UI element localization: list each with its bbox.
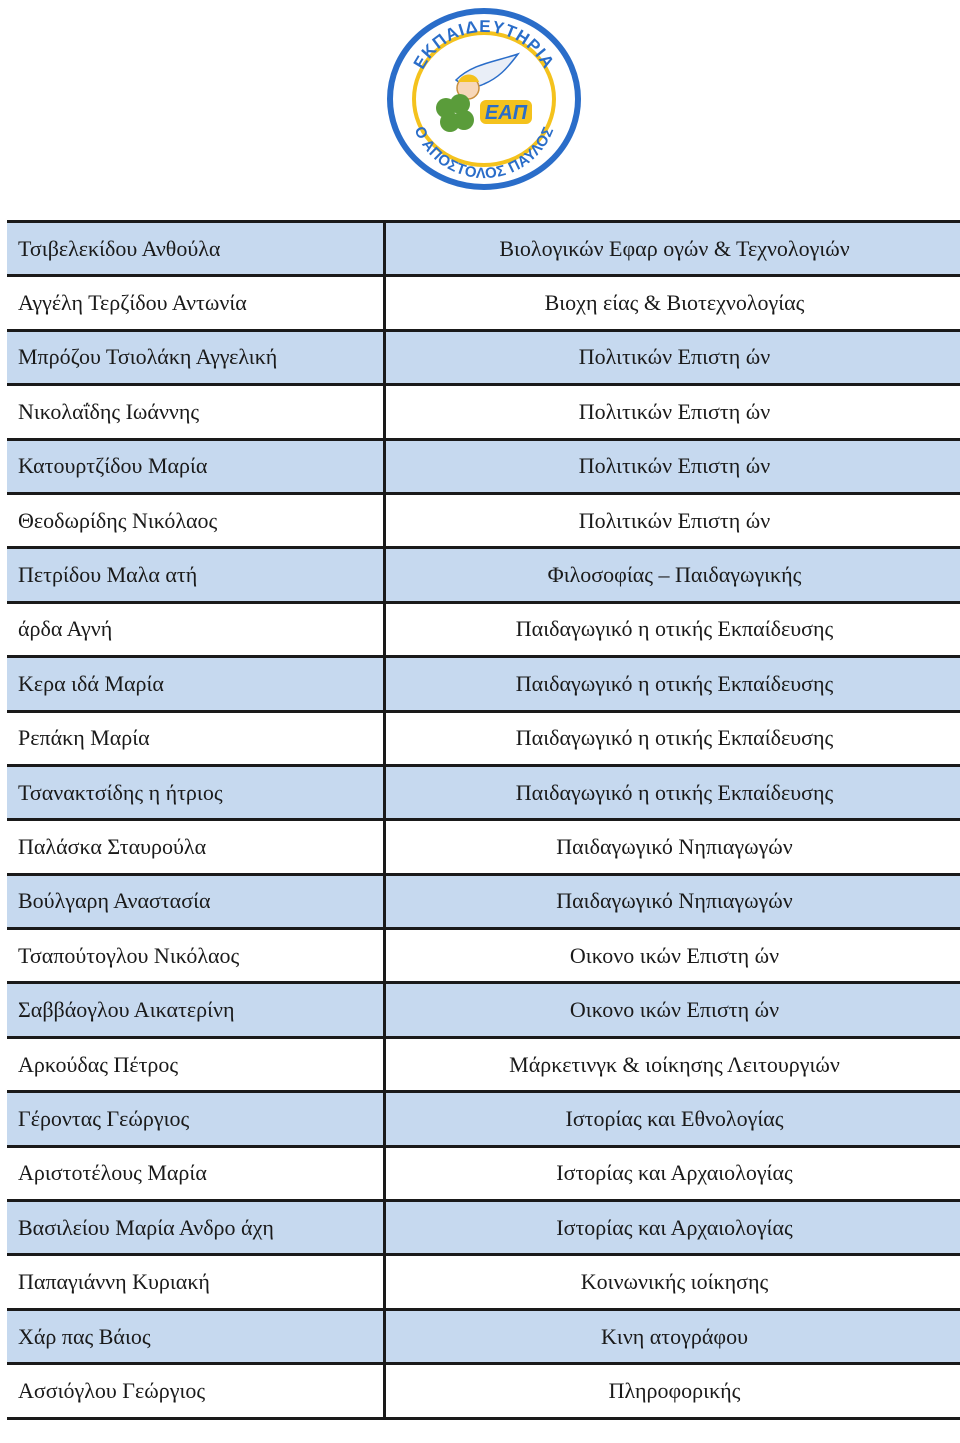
department-cell: Παιδαγωγικό η οτικής Εκπαίδευσης bbox=[385, 602, 960, 656]
table-row bbox=[7, 1037, 960, 1091]
table-row bbox=[7, 1201, 960, 1255]
department-cell: Κινη ατογράφου bbox=[385, 1309, 960, 1363]
results-table bbox=[7, 220, 960, 1420]
table-row bbox=[7, 1255, 960, 1309]
department-cell: Πληροφορικής bbox=[385, 1364, 960, 1418]
table-row bbox=[7, 1146, 960, 1200]
table-row bbox=[7, 602, 960, 656]
department-cell: Πολιτικών Επιστη ών bbox=[385, 330, 960, 384]
logo-badge-text: ΕΑΠ bbox=[484, 102, 528, 124]
department-cell: Ιστορίας και Εθνολογίας bbox=[385, 1092, 960, 1146]
table-row bbox=[7, 330, 960, 384]
person-name-cell: Ασσιόγλου Γεώργιος bbox=[7, 1364, 385, 1418]
table-row bbox=[7, 765, 960, 819]
table-row bbox=[7, 657, 960, 711]
person-name-cell: Αγγέλη Τερζίδου Αντωνία bbox=[7, 276, 385, 330]
table-row bbox=[7, 439, 960, 493]
person-name-cell: Τσαπούτογλου Νικόλαος bbox=[7, 929, 385, 983]
table-row bbox=[7, 711, 960, 765]
department-cell: Παιδαγωγικό Νηπιαγωγών bbox=[385, 820, 960, 874]
person-name-cell: Χάρ πας Βάιος bbox=[7, 1309, 385, 1363]
person-name-cell: Τσιβελεκίδου Ανθούλα bbox=[7, 222, 385, 276]
person-name-cell: Παπαγιάννη Κυριακή bbox=[7, 1255, 385, 1309]
table-row bbox=[7, 276, 960, 330]
person-name-cell: Ρεπάκη Μαρία bbox=[7, 711, 385, 765]
person-name-cell: Κερα ιδά Μαρία bbox=[7, 657, 385, 711]
table-body bbox=[7, 222, 960, 1419]
department-cell: Κοινωνικής ιοίκησης bbox=[385, 1255, 960, 1309]
person-name-cell: Βασιλείου Μαρία Ανδρο άχη bbox=[7, 1201, 385, 1255]
department-cell: Παιδαγωγικό η οτικής Εκπαίδευσης bbox=[385, 765, 960, 819]
table-row bbox=[7, 222, 960, 276]
logo-lower-text: Ο ΑΠΟΣΤΟΛΟΣ ΠΑΥΛΟΣ bbox=[410, 123, 558, 183]
department-cell: Παιδαγωγικό Νηπιαγωγών bbox=[385, 874, 960, 928]
person-name-cell: Θεοδωρίδης Νικόλαος bbox=[7, 493, 385, 547]
person-name-cell: Κατουρτζίδου Μαρία bbox=[7, 439, 385, 493]
table-row bbox=[7, 874, 960, 928]
department-cell: Βιολογικών Εφαρ ογών & Τεχνολογιών bbox=[385, 222, 960, 276]
table-row bbox=[7, 929, 960, 983]
department-cell: Παιδαγωγικό η οτικής Εκπαίδευσης bbox=[385, 657, 960, 711]
department-cell: Βιοχη είας & Βιοτεχνολογίας bbox=[385, 276, 960, 330]
person-name-cell: Μπρόζου Τσιολάκη Αγγελική bbox=[7, 330, 385, 384]
person-name-cell: Σαββάογλου Αικατερίνη bbox=[7, 983, 385, 1037]
table-row bbox=[7, 493, 960, 547]
table-row bbox=[7, 820, 960, 874]
department-cell: Μάρκετινγκ & ιοίκησης Λειτουργιών bbox=[385, 1037, 960, 1091]
department-cell: Φιλοσοφίας – Παιδαγωγικής bbox=[385, 548, 960, 602]
logo-upper-text: ΕΚΠΑΙΔΕΥΤΗΡΙΑ bbox=[409, 16, 559, 73]
department-cell: Οικονο ικών Επιστη ών bbox=[385, 983, 960, 1037]
department-cell: Ιστορίας και Αρχαιολογίας bbox=[385, 1146, 960, 1200]
person-name-cell: Γέροντας Γεώργιος bbox=[7, 1092, 385, 1146]
person-name-cell: Αριστοτέλους Μαρία bbox=[7, 1146, 385, 1200]
person-name-cell: Νικολαΐδης Ιωάννης bbox=[7, 385, 385, 439]
department-cell: Οικονο ικών Επιστη ών bbox=[385, 929, 960, 983]
person-name-cell: άρδα Αγνή bbox=[7, 602, 385, 656]
person-name-cell: Παλάσκα Σταυρούλα bbox=[7, 820, 385, 874]
table-row bbox=[7, 385, 960, 439]
person-name-cell: Αρκούδας Πέτρος bbox=[7, 1037, 385, 1091]
department-cell: Πολιτικών Επιστη ών bbox=[385, 439, 960, 493]
table-row bbox=[7, 1364, 960, 1418]
department-cell: Πολιτικών Επιστη ών bbox=[385, 385, 960, 439]
table-row bbox=[7, 548, 960, 602]
person-name-cell: Πετρίδου Μαλα ατή bbox=[7, 548, 385, 602]
department-cell: Ιστορίας και Αρχαιολογίας bbox=[385, 1201, 960, 1255]
department-cell: Παιδαγωγικό η οτικής Εκπαίδευσης bbox=[385, 711, 960, 765]
table-row bbox=[7, 983, 960, 1037]
department-cell: Πολιτικών Επιστη ών bbox=[385, 493, 960, 547]
person-name-cell: Βούλγαρη Αναστασία bbox=[7, 874, 385, 928]
table-row bbox=[7, 1309, 960, 1363]
table-row bbox=[7, 1092, 960, 1146]
school-logo bbox=[386, 8, 582, 190]
person-name-cell: Τσανακτσίδης η ήτριος bbox=[7, 765, 385, 819]
